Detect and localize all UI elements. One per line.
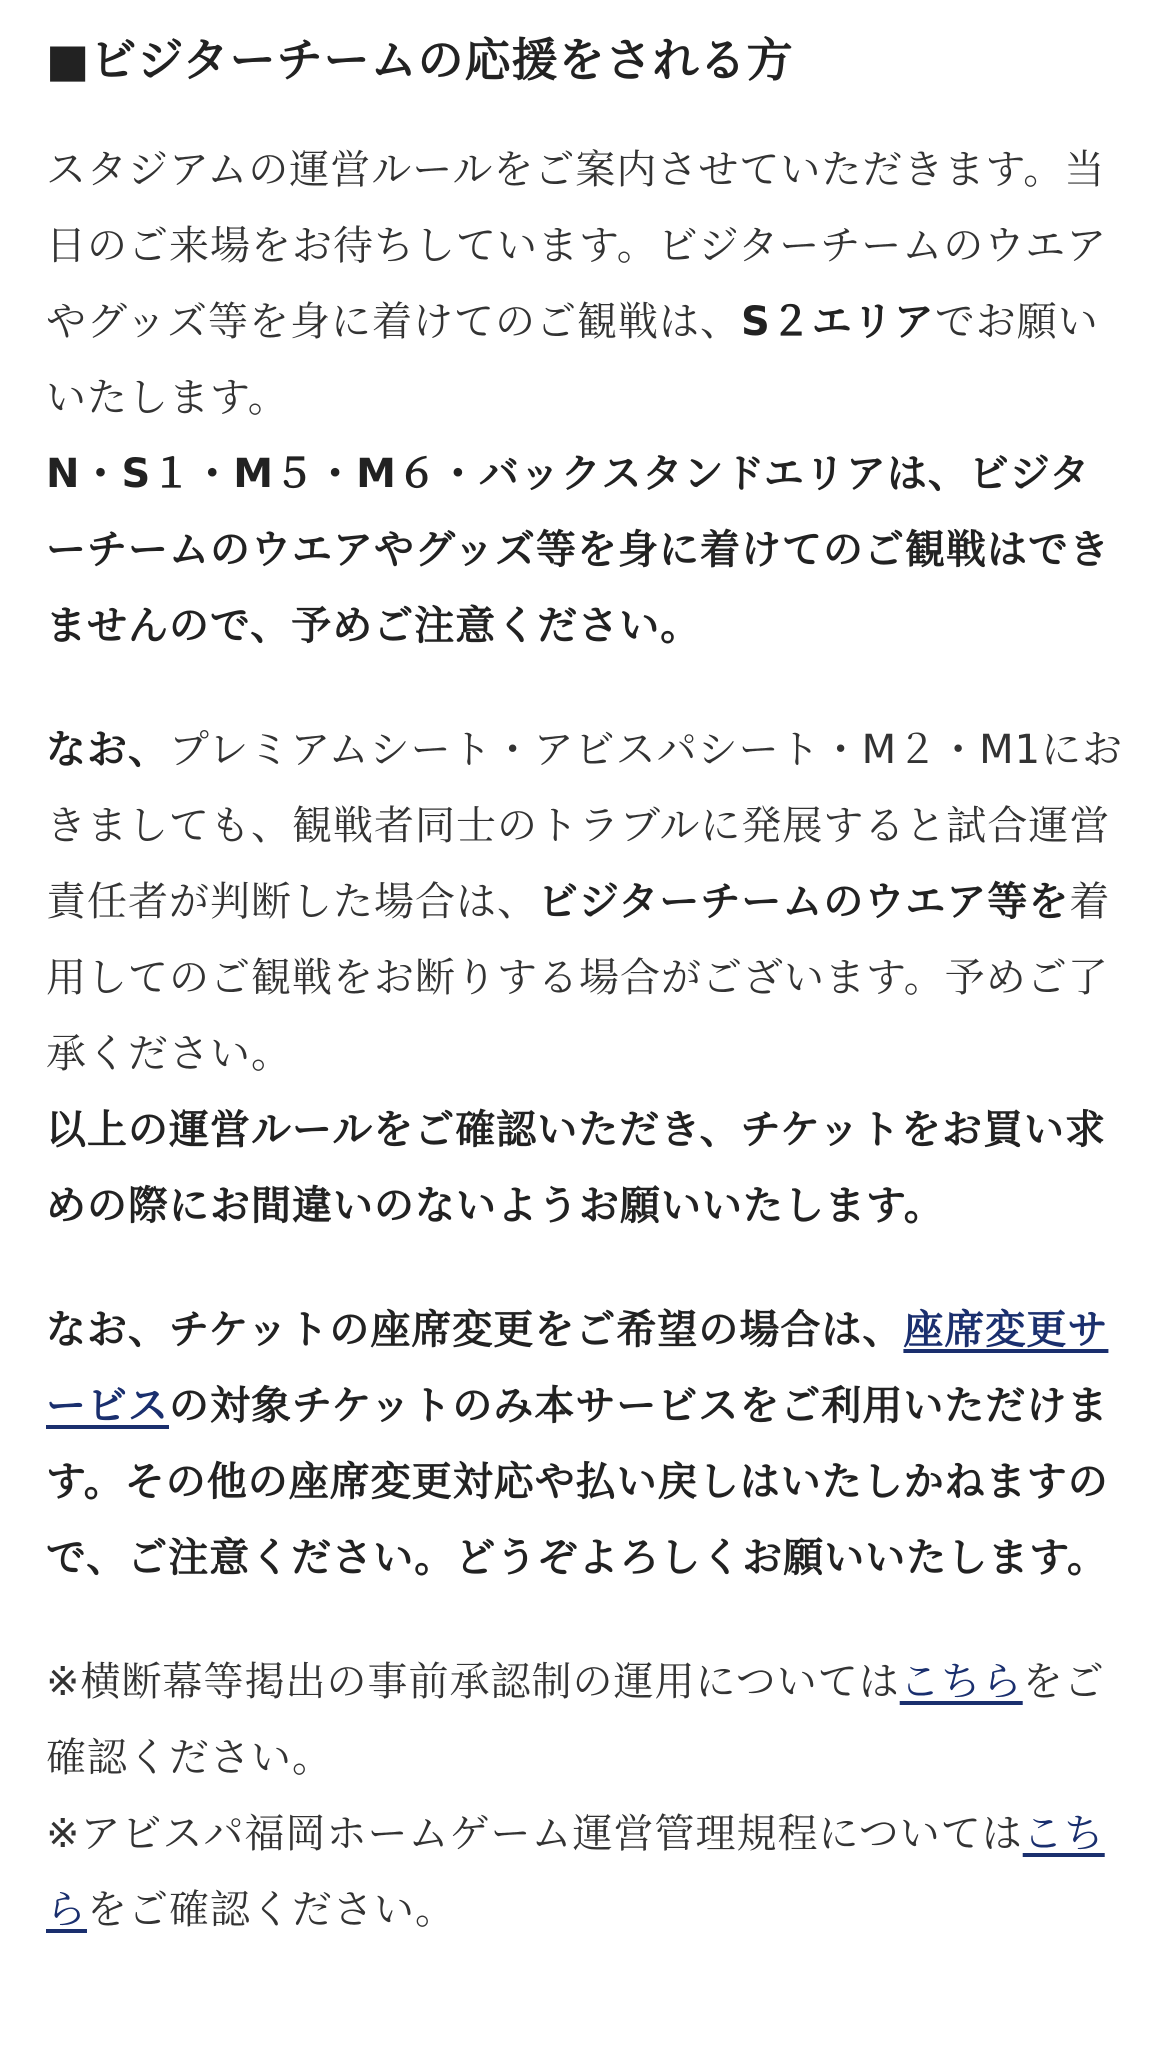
premium-text: プレミアムシート・アビスパシート・M２・M1におきましても、観戦者同士のトラブルに発展すると試合運営責任者が判断した場合は、 (46, 727, 1124, 925)
banner-approval-link[interactable]: こちら (899, 1659, 1023, 1705)
banner-note-end: をご確認ください。 (46, 1659, 1105, 1781)
rules-intro-end: でお願いいたします。 (46, 299, 1099, 421)
visitor-wear-label: ビジターチームのウエア等を (538, 879, 1070, 925)
section-heading: ■ビジターチームの応援をされる方 (46, 33, 794, 87)
regulations-note-end: をご確認ください。 (87, 1887, 456, 1933)
seat-change-lead: なお、チケットの座席変更をご希望の場合は、 (46, 1307, 904, 1353)
regulations-note-text: ※アビスパ福岡ホームゲーム運営管理規程については (46, 1811, 1023, 1857)
purchase-confirm-notice: 以上の運営ルールをご確認いただき、チケットをお買い求めの際にお間違いのないようお願いいたします。 (46, 1107, 1106, 1229)
seat-change-paragraph (46, 1292, 1124, 1596)
premium-text-end: 着用してのご観戦をお断りする場合がございます。予めご了承ください。 (46, 879, 1111, 1077)
rules-intro-text: スタジアムの運営ルールをご案内させていただきます。当日のご来場をお待ちしています。ビジターチームのウエアやグッズ等を身に着けてのご観戦は、 (46, 147, 1108, 345)
seat-change-service-link[interactable]: 座席変更サービス (46, 1307, 1109, 1429)
notes-paragraph (46, 1644, 1124, 1948)
s2-area-label: S２エリア (741, 299, 935, 345)
banner-note-text: ※横断幕等掲出の事前承認制の運用については (46, 1659, 900, 1705)
regulations-link[interactable]: こちら (46, 1811, 1105, 1933)
restricted-areas-notice: N・S１・M５・M６・バックスタンドエリアは、ビジターチームのウエアやグッズ等を身に着けてのご観戦はできませんので、予めご注意ください。 (46, 451, 1110, 649)
premium-lead: なお、 (46, 727, 169, 773)
premium-seat-paragraph (46, 712, 1124, 1244)
seat-change-rest: の対象チケットのみ本サービスをご利用いただけます。その他の座席変更対応や払い戻しはいたしかねますので、ご注意ください。どうぞよろしくお願いいたします。 (46, 1383, 1109, 1581)
visitor-rules-paragraph (46, 132, 1124, 664)
